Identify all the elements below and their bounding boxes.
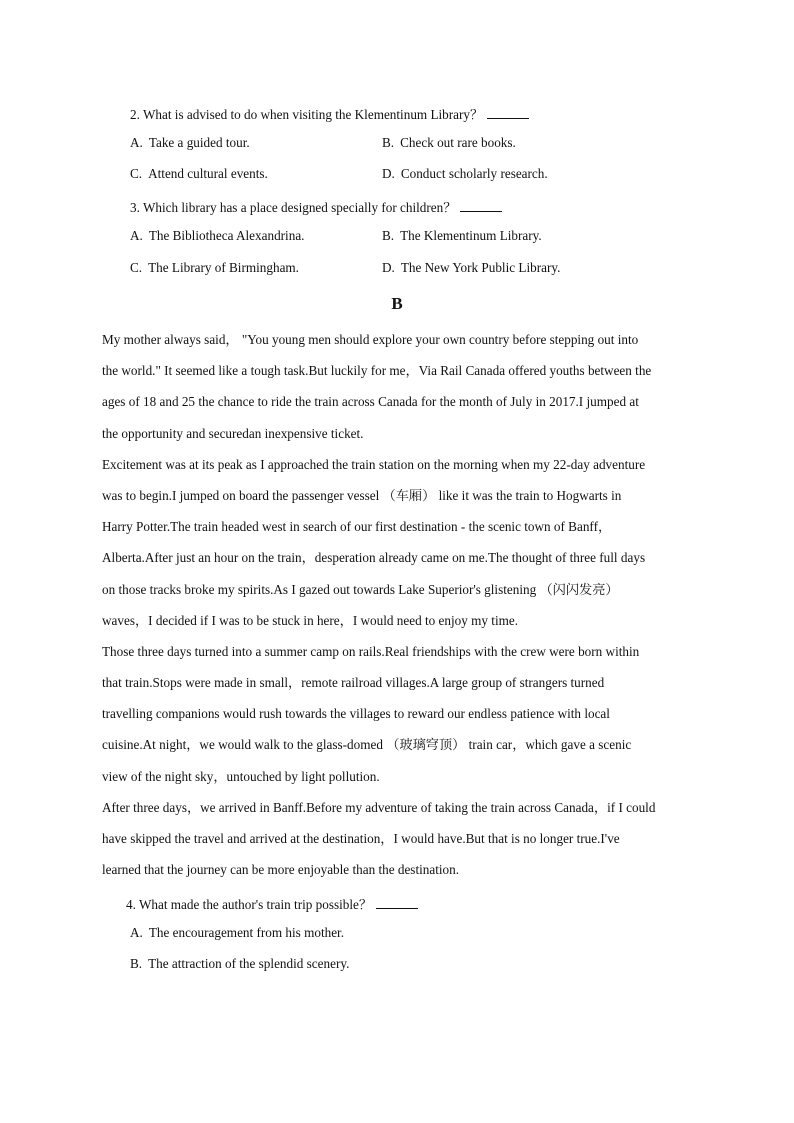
q4-option-a: A. The encouragement from his mother. xyxy=(130,925,345,940)
question-4-stem: 4. What made the author's train trip possible？ xyxy=(126,897,373,912)
q2-option-a: A. Take a guided tour. xyxy=(130,135,250,150)
passage-line: travelling companions would rush towards the villages to reward our endless patience with local xyxy=(102,706,610,722)
passage-line: view of the night sky，untouched by light pollution. xyxy=(102,768,380,784)
question-2-stem: 2. What is advised to do when visiting the Klementinum Library？ xyxy=(130,107,484,122)
q3-option-b: B. The Klementinum Library. xyxy=(382,228,542,243)
passage-line: have skipped the travel and arrived at the destination，I would have.But that is no longer true.I've xyxy=(102,831,620,846)
passage-line: Alberta.After just an hour on the train，desperation already came on me.The thought of three full days xyxy=(102,550,646,566)
passage-line: waves，I decided if I was to be stuck in here，I would need to enjoy my time. xyxy=(102,612,519,628)
passage-line: learned that the journey can be more enjoyable than the destination. xyxy=(102,862,460,878)
q3-option-c: C. The Library of Birmingham. xyxy=(130,260,299,275)
passage-line: cuisine.At night，we would walk to the glass-domed （玻璃穹顶） train car，which gave a scenic xyxy=(102,737,632,753)
reading-passage xyxy=(102,328,702,889)
answer-blank xyxy=(487,106,529,119)
passage-line: the world." It seemed like a tough task.But luckily for me，Via Rail Canada offered youths between the xyxy=(102,363,652,379)
q2-option-c: C. Attend cultural events. xyxy=(130,166,268,181)
q3-option-d: D. The New York Public Library. xyxy=(382,260,561,275)
passage-line: After three days，we arrived in Banff.Before my adventure of taking the train across Canada，if I could xyxy=(102,799,656,815)
q2-option-b: B. Check out rare books. xyxy=(382,135,516,150)
answer-blank xyxy=(376,896,418,909)
passage-line: Those three days turned into a summer camp on rails.Real friendships with the crew were born within xyxy=(102,643,640,659)
answer-blank xyxy=(460,199,502,212)
passage-line: the opportunity and securedan inexpensive ticket. xyxy=(102,425,364,441)
section-heading: B xyxy=(391,294,403,313)
passage-line: Excitement was at its peak as I approached the train station on the morning when my 22-day adventure xyxy=(102,456,646,472)
question-4 xyxy=(126,894,418,913)
passage-line: on those tracks broke my spirits.As I gazed out towards Lake Superior's glistening （闪闪发亮） xyxy=(102,581,619,597)
passage-line: My mother always said， "You young men should explore your own country before stepping out into xyxy=(102,332,639,347)
passage-line: ages of 18 and 25 the chance to ride the train across Canada for the month of July in 2017.I jumped at xyxy=(102,394,639,410)
q3-option-a: A. The Bibliotheca Alexandrina. xyxy=(130,228,305,243)
passage-line: was to begin.I jumped on board the passenger vessel （车厢） like it was the train to Hogwarts in xyxy=(102,487,622,503)
q4-option-b: B. The attraction of the splendid scenery. xyxy=(130,956,350,971)
q2-option-d: D. Conduct scholarly research. xyxy=(382,166,548,181)
question-2 xyxy=(130,104,529,123)
passage-line: Harry Potter.The train headed west in search of our first destination - the scenic town of Banff， xyxy=(102,519,612,535)
passage-line: that train.Stops were made in small，remote railroad villages.A large group of strangers turned xyxy=(102,675,605,691)
question-3 xyxy=(130,197,502,216)
question-3-stem: 3. Which library has a place designed specially for children？ xyxy=(130,200,457,215)
